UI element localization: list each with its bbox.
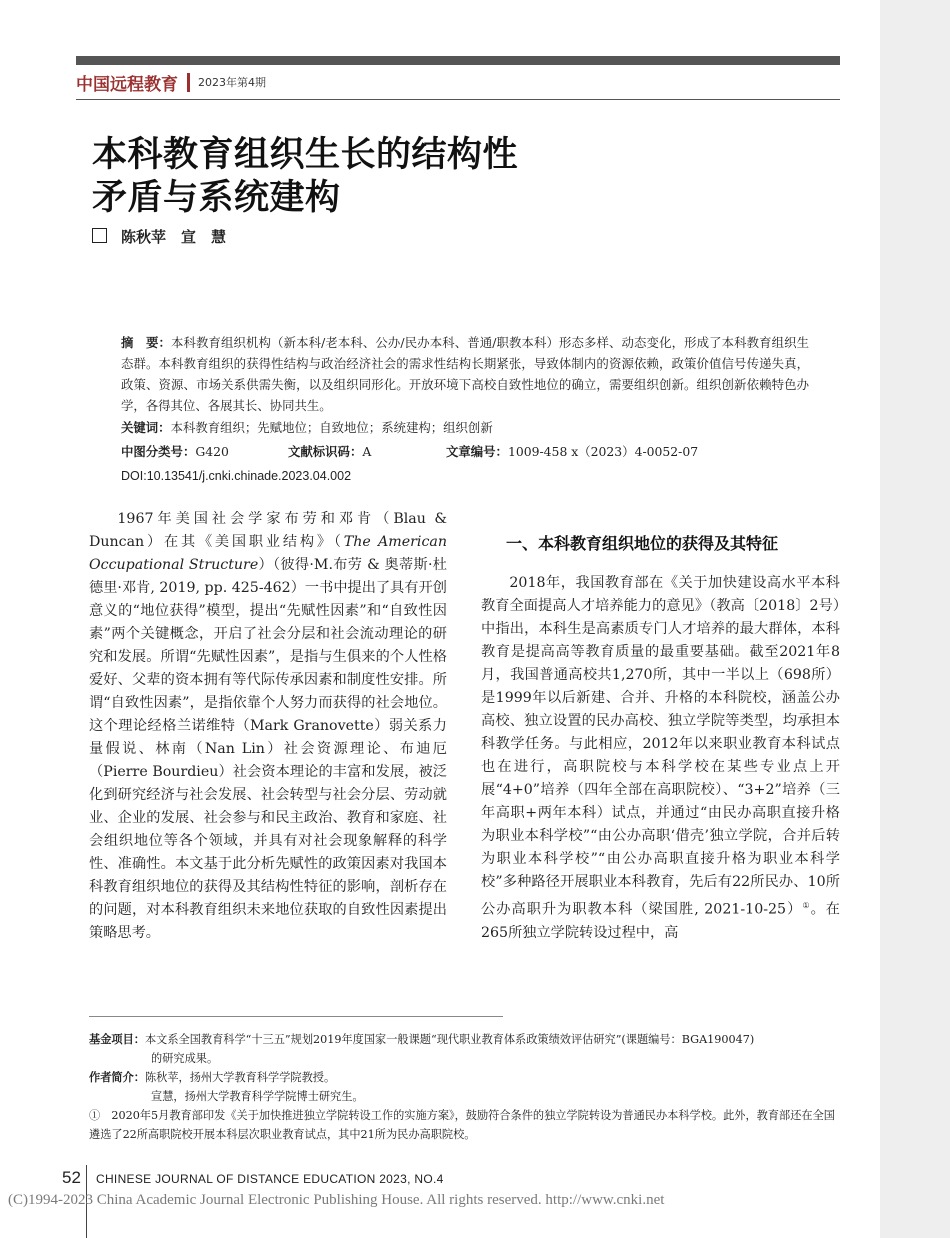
footnote-1: ① 2020年5月教育部印发《关于加快推进独立学院转设工作的实施方案》，鼓励符合条件的独立学院转设为普通民办本科学校。此外，教育部还在全国遴选了22所高职院校开展本科层次职业教育试点，其中21所为民办高职院校。: [89, 1109, 835, 1141]
left-column: [89, 508, 447, 945]
author-1-bio: 陈秋苹，扬州大学教育科学学院教授。: [144, 1071, 336, 1084]
keywords-line: [121, 416, 809, 440]
abstract: [121, 332, 809, 416]
footnotes-block: [89, 1030, 841, 1144]
author-names: 陈秋苹 宣 慧: [121, 228, 227, 246]
footnote-ref[interactable]: ①: [802, 901, 811, 910]
author-line: [92, 226, 226, 247]
article-no-value: 1009-458 x（2023）4-0052-07: [507, 444, 699, 459]
page-margin-strip: [880, 0, 950, 1238]
page-number: 52: [62, 1168, 81, 1187]
footnote-rule: [89, 1016, 503, 1017]
keywords-label: 关键词：: [121, 420, 171, 435]
author-label: 作者简介：: [89, 1071, 145, 1084]
section-heading-1: 一、本科教育组织地位的获得及其特征: [506, 534, 779, 553]
fund-label: 基金项目：: [89, 1033, 145, 1046]
header-separator: [187, 73, 190, 92]
doi-link[interactable]: DOI:10.13541/j.cnki.chinade.2023.04.002: [121, 469, 352, 483]
fund-note-cont: 的研究成果。: [151, 1052, 219, 1065]
right-column: [481, 572, 840, 945]
section-text-b: 。在265所独立学院转设过程中，高: [481, 901, 840, 941]
abstract-block: [121, 332, 809, 488]
issue-label: 2023年第4期: [198, 76, 266, 89]
copyright-watermark: (C)1994-2023 China Academic Journal Electronic Publishing House. All rights reserved. http://www.cnki.net: [8, 1192, 665, 1208]
classification-line: [121, 440, 809, 464]
header-bar: [76, 56, 840, 65]
footer-journal-title: CHINESE JOURNAL OF DISTANCE EDUCATION 2023, NO.4: [96, 1172, 444, 1186]
doc-code-value: A: [362, 444, 372, 459]
fund-note: [89, 1030, 841, 1049]
abstract-text: 本科教育组织机构（新本科/老本科、公办/民办本科、普通/职教本科）形态多样、动态变化，形成了本科教育组织生态群。本科教育组织的获得性结构与政治经济社会的需求性结构长期紧张，导致体制内的资源依赖，政策价值信号传递失真，政策、资源、市场关系供需失衡，以及组织同形化。开放环境下高校自致性地位的确立，需要组织创新。组织创新依赖特色办学，各得其位、各展其长、协同共生。: [121, 335, 810, 413]
clc-group: [121, 440, 288, 464]
intro-text-b: ）（彼得·M.布劳 & 奥蒂斯·杜德里·邓肯, 2019, pp. 425-462）一书中提出了具有开创意义的“地位获得”模型，提出“先赋性因素”和“自致性因素”两个关键概念，开启了社会分层和社会流动理论的研究和发展。所谓“先赋性因素”，是指与生俱来的个人性格爱好、父辈的资本拥有等代际传承因素和制度性安排。所谓“自致性因素”，是指依靠个人努力而获得的社会地位。这个理论经格兰诺维特（Mark Granovette）弱关系力量假说、林南（Nan Lin）社会资源理论、布迪厄（Pierre Bourdieu）社会资本理论的丰富和发展，被泛化到研究经济与社会发展、社会转型与社会分层、劳动就业、企业的发展、社会参与和民主政治、教育和家庭、社会组织地位等各个领域，并具有对社会现象解释的科学性、准确性。本文基于此分析先赋性的政策因素对我国本科教育组织地位的获得及其结构性特征的影响，剖析存在的问题，对本科教育组织未来地位获取的自致性因素提出策略思考。: [89, 557, 447, 941]
doc-code-group: [288, 440, 446, 464]
article-no-group: [446, 440, 698, 464]
square-bullet-icon: [92, 228, 107, 243]
article-no-label: 文章编号：: [446, 444, 508, 459]
author-2-bio: 宣慧，扬州大学教育科学学院博士研究生。: [151, 1090, 364, 1103]
intro-text-a: 1967年美国社会学家布劳和邓肯（Blau & Duncan）在其《美国职业结构》（: [89, 511, 447, 550]
journal-name: 中国远程教育: [76, 74, 178, 95]
book-title-en: The American Occupational Structure: [89, 534, 447, 573]
title-line-2: 矛盾与系统建构: [92, 178, 341, 218]
section-paragraph: [481, 572, 840, 945]
article-title: [92, 134, 518, 220]
doc-code-label: 文献标识码：: [288, 444, 363, 459]
author-note: [89, 1068, 841, 1087]
clc-label: 中图分类号：: [121, 444, 196, 459]
running-header: [76, 70, 266, 94]
abstract-label: 摘 要：: [121, 335, 172, 350]
fund-text: 本文系全国教育科学“十三五”规划2019年度国家一般课题“现代职业教育体系政策绩效评估研究”(课题编号：BGA190047): [144, 1033, 755, 1046]
intro-paragraph: [89, 508, 447, 945]
clc-value: G420: [195, 444, 229, 459]
header-rule: [76, 99, 840, 100]
title-line-1: 本科教育组织生长的结构性: [92, 135, 519, 175]
section-text-a: 2018年，我国教育部在《关于加快建设高水平本科教育全面提高人才培养能力的意见》（教高〔2018〕2号）中指出，本科生是高素质专门人才培养的最大群体，本科教育是提高高等教育质量的最重要基础。截至2021年8月，我国普通高校共1,270所，其中一半以上（698所）是1999年以后新建、合并、升格的本科院校，涵盖公办高校、独立设置的民办高校、独立学院等类型，均承担本科教学任务。与此相应，2012年以来职业教育本科试点也在进行，高职院校与本科学校在某些专业点上开展“4+0”培养（四年全部在高职院校）、“3+2”培养（三年高职+两年本科）试点，并通过“由民办高职直接升格为职业本科学校”“由公办高职‘借壳’独立学院，合并后转为职业本科学校”“由公办高职直接升格为职业本科学校”多种路径开展职业本科教育，先后有22所民办、10所公办高职升为职教本科（梁国胜, 2021-10-25）: [481, 575, 840, 918]
keywords-text: 本科教育组织；先赋地位；自致地位；系统建构；组织创新: [170, 420, 493, 435]
